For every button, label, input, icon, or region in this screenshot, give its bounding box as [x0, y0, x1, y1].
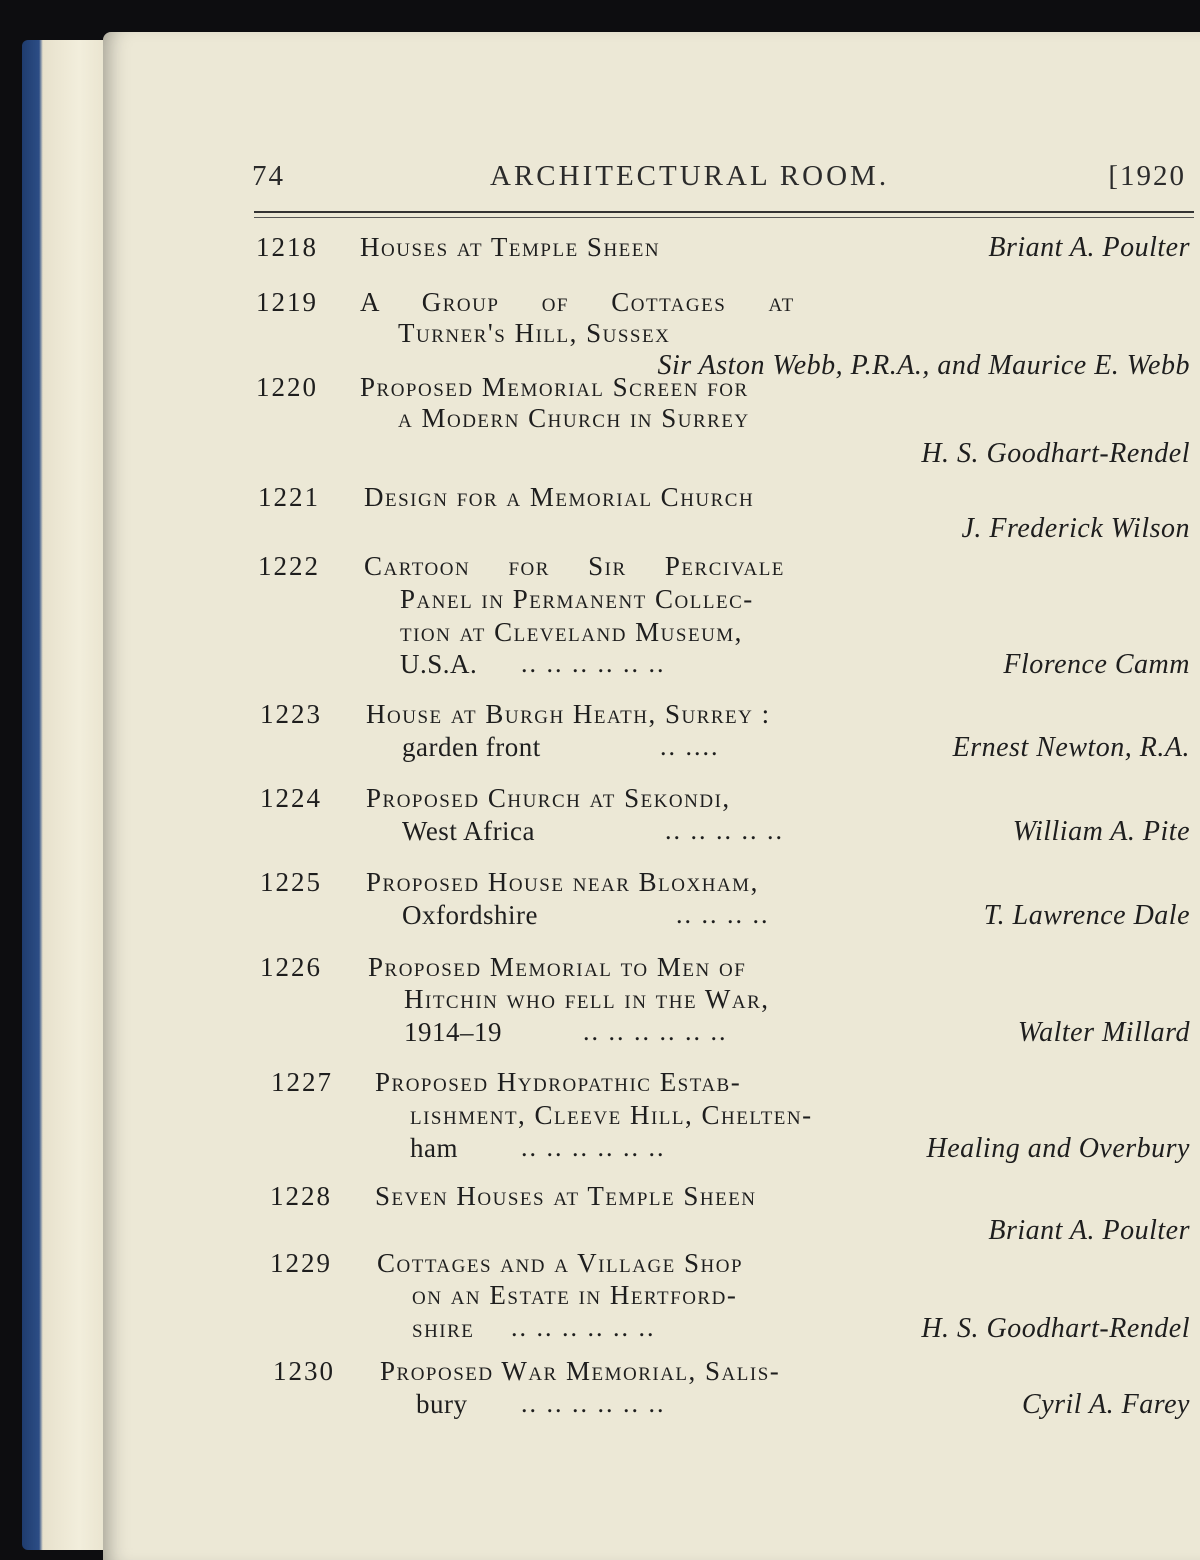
entry-number: 1229	[270, 1248, 332, 1278]
entry-artist: H. S. Goodhart-Rendel	[921, 1313, 1190, 1344]
year-marker: [1920	[1108, 160, 1186, 192]
entry-artist: Sir Aston Webb, P.R.A., and Maurice E. Webb	[657, 350, 1190, 381]
entry-title-line: West Africa	[402, 816, 536, 846]
entry-title-line: Proposed Church at Sekondi,	[366, 783, 731, 813]
entry-number: 1227	[271, 1067, 333, 1097]
entry-title-line: Proposed Hydropathic Estab-	[375, 1067, 742, 1097]
dot-leader: .. ....	[660, 732, 720, 761]
entry-title-line: Seven Houses at Temple Sheen	[375, 1181, 757, 1211]
entry-artist: Briant A. Poulter	[988, 1215, 1190, 1246]
entry-title-line: Turner's Hill, Sussex	[398, 318, 671, 348]
entry-artist: J. Frederick Wilson	[961, 513, 1190, 544]
entry-number: 1220	[256, 372, 318, 402]
entry-title-line: a Modern Church in Surrey	[398, 403, 750, 433]
entry-title-line: 1914–19	[404, 1017, 502, 1047]
entry-title-line: Houses at Temple Sheen	[360, 232, 661, 262]
header-rule-thin	[254, 217, 1194, 218]
entry-title-line: Proposed House near Bloxham,	[366, 867, 759, 897]
entry-artist: Briant A. Poulter	[988, 232, 1190, 263]
running-head	[103, 160, 1200, 200]
dot-leader: .. .. .. .. .. ..	[521, 649, 666, 678]
dot-leader: .. .. .. .. .. ..	[521, 1133, 666, 1162]
entry-title-line: tion at Cleveland Museum,	[400, 617, 743, 647]
entry-title-line: garden front	[402, 732, 541, 762]
entry-number: 1222	[258, 551, 320, 581]
entry-title-line: ham	[410, 1133, 458, 1163]
entry-title-line: Design for a Memorial Church	[364, 482, 755, 512]
entry-title-line: Proposed Memorial Screen for	[360, 372, 749, 402]
entry-title-line: Oxfordshire	[402, 900, 538, 930]
entry-number: 1221	[258, 482, 320, 512]
entry-number: 1218	[256, 232, 318, 262]
entry-title-line: A Group of Cottages at	[360, 287, 795, 317]
entry-number: 1224	[260, 783, 322, 813]
entry-title-line: Proposed War Memorial, Salis-	[380, 1356, 781, 1386]
entry-number: 1226	[260, 952, 322, 982]
entry-artist: Walter Millard	[1017, 1017, 1190, 1048]
entry-artist: William A. Pite	[1012, 816, 1190, 847]
page-number: 74	[252, 160, 285, 192]
entry-artist: T. Lawrence Dale	[983, 900, 1190, 931]
book-page	[103, 32, 1200, 1560]
entry-title-line: Proposed Memorial to Men of	[368, 952, 747, 982]
entry-artist: Healing and Overbury	[926, 1133, 1190, 1164]
header-rule	[254, 211, 1194, 213]
entry-number: 1219	[256, 287, 318, 317]
entry-artist: Cyril A. Farey	[1022, 1389, 1190, 1420]
entry-title-line: Cartoon for Sir Percivale	[364, 551, 785, 581]
entry-number: 1230	[273, 1356, 335, 1386]
entry-title-line: Panel in Permanent Collec-	[400, 584, 754, 614]
dot-leader: .. .. .. .. .. ..	[521, 1389, 666, 1418]
entry-title-line: lishment, Cleeve Hill, Chelten-	[410, 1100, 813, 1130]
entry-artist: H. S. Goodhart-Rendel	[921, 438, 1190, 469]
entry-number: 1223	[260, 699, 322, 729]
dot-leader: .. .. .. .. .. ..	[511, 1313, 656, 1342]
page-title: ARCHITECTURAL ROOM.	[490, 160, 890, 192]
entry-title-line: U.S.A.	[400, 649, 478, 679]
entry-title-line: shire	[412, 1313, 475, 1343]
entry-number: 1225	[260, 867, 322, 897]
dot-leader: .. .. .. ..	[676, 900, 770, 929]
entry-title-line: Cottages and a Village Shop	[377, 1248, 744, 1278]
entry-number: 1228	[270, 1181, 332, 1211]
dot-leader: .. .. .. .. .. ..	[583, 1017, 728, 1046]
entry-title-line: bury	[416, 1389, 468, 1419]
entry-title-line: House at Burgh Heath, Surrey :	[366, 699, 771, 729]
entry-artist: Ernest Newton, R.A.	[952, 732, 1190, 763]
entry-title-line: Hitchin who fell in the War,	[404, 984, 770, 1014]
dot-leader: .. .. .. .. ..	[665, 816, 784, 845]
entry-artist: Florence Camm	[1003, 649, 1190, 680]
entry-title-line: on an Estate in Hertford-	[412, 1280, 738, 1310]
